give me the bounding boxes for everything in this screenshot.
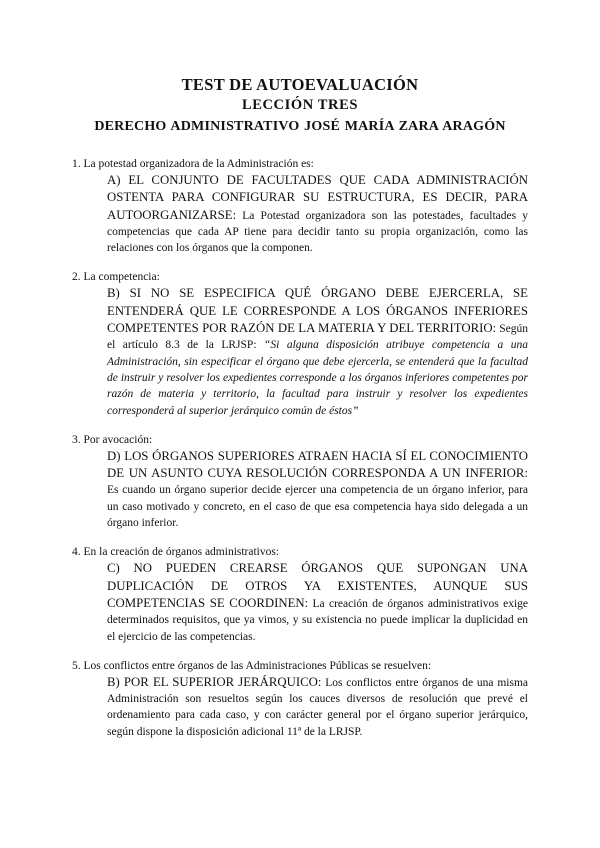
question-item: [72, 270, 528, 418]
answer-option: B) POR EL SUPERIOR JERÁRQUICO:: [107, 674, 322, 689]
answer-option: C) NO PUEDEN CREARSE ÓRGANOS QUE SUPONGAN UNA DUPLICACIÓN DE OTROS YA EXISTENTES, AUNQUE SUS COMPETENCIAS SE COORDINEN:: [107, 561, 528, 610]
question-item: [72, 659, 528, 740]
legal-quote: “Si alguna disposición atribuye competencia a una Administración, sin especificar el órgano que debe ejercerla, se entenderá que la facultad de instruir y resolver los expedientes corresponde a los órganos inferiores competentes por razón de materia y territorio, la facultad para instruir y resolver los expedientes corresponderá al superior jerárquico común de éstos”: [107, 339, 528, 417]
lesson-title: LECCIÓN TRES: [241, 97, 359, 113]
answer-block: [107, 448, 528, 531]
question-item: [72, 545, 528, 644]
answer-block: [107, 560, 528, 644]
answer-explanation: La creación de órganos administrativos exige determinados requisitos, que ya vimos, y su existencia no puede implicar la duplicidad en el ejercicio de las competencias.: [107, 597, 528, 643]
document-header: [72, 74, 528, 137]
answer-block: [107, 674, 528, 740]
answer-option: D) LOS ÓRGANOS SUPERIORES ATRAEN HACIA SÍ EL CONOCIMIENTO DE UN ASUNTO CUYA RESOLUCIÓN CORRESPONDA A UN INFERIOR:: [107, 448, 528, 481]
question-text: 2. La competencia:: [72, 271, 160, 284]
answer-block: [107, 285, 528, 418]
question-text: 1. La potestad organizadora de la Administración es:: [72, 158, 314, 170]
question-text: 4. En la creación de órganos administrativos:: [72, 546, 280, 559]
subject-author: DERECHO ADMINISTRATIVO JOSÉ MARÍA ZARA ARAGÓN: [94, 119, 506, 134]
answer-explanation: La Potestad organizadora son las potestades, facultades y competencias que cada AP tiene para decidir tanto su propia organización, como las relaciones con los órganos que la componen.: [107, 209, 528, 255]
question-text: 3. Por avocación:: [72, 433, 153, 446]
question-text: 5. Los conflictos entre órganos de las Administraciones Públicas se resuelven:: [72, 659, 432, 672]
document-title: TEST DE AUTOEVALUACIÓN: [181, 75, 419, 94]
question-item: [72, 433, 528, 531]
question-list: [72, 157, 528, 740]
answer-block: [107, 172, 528, 256]
answer-option: A) EL CONJUNTO DE FACULTADES QUE CADA ADMINISTRACIÓN OSTENTA PARA CONFIGURAR SU ESTRUCTURA, ES DECIR, PARA AUTOORGANIZARSE:: [107, 173, 528, 222]
answer-option: B) SI NO SE ESPECIFICA QUÉ ÓRGANO DEBE EJERCERLA, SE ENTENDERÁ QUE LE CORRESPONDE A LOS ÓRGANOS INFERIORES COMPETENTES POR RAZÓN DE LA MATERIA Y DEL TERRITORIO:: [107, 286, 528, 336]
question-item: [72, 157, 528, 256]
answer-explanation: Es cuando un órgano superior decide ejercer una competencia de un órgano inferior, para un caso motivado y concreto, en el caso de que esa competencia haya sido delegada a un órgano inferior.: [107, 484, 528, 530]
answer-explanation: Los conflictos entre órganos de una misma Administración son resueltos según los cauces diversos de resolución que prevé el ordenamiento para cada caso, y con carácter general por el órgano superior jerárquico, según dispone la disposición adicional 11ª de la LRJSP.: [107, 676, 528, 738]
answer-explanation: Según el artículo 8.3 de la LRJSP:: [107, 323, 528, 352]
